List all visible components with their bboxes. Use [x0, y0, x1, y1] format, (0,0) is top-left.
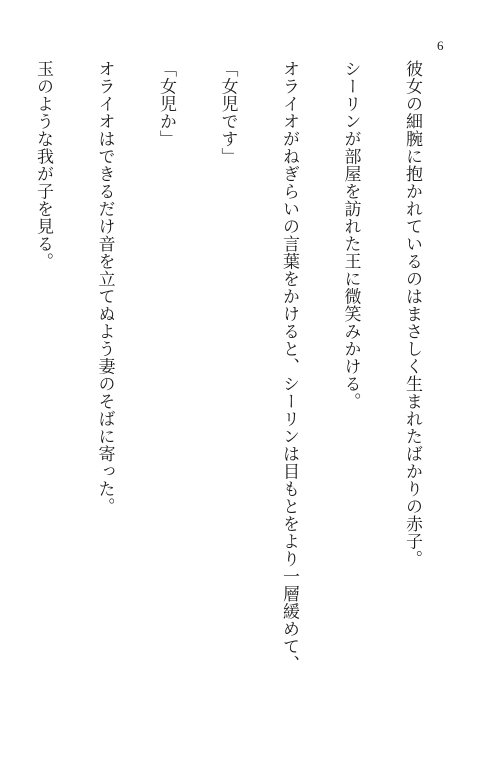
dialogue-line: 「女児か」	[156, 60, 176, 148]
page-number: 6	[437, 38, 444, 53]
body-text	[0, 60, 463, 673]
dialogue-line: 「女児です」	[217, 60, 238, 165]
text-line: オライオがねぎらいの言葉をかけると、シーリンは目もとをより一層緩めて、	[279, 60, 299, 673]
text-line: 彼女の細腕に抱かれているのはまさしく生まれたばかりの赤子。	[402, 60, 422, 568]
text-line: 玉のような我が子を見る。	[33, 60, 53, 270]
text-line: オライオはできるだけ音を立てぬよう妻のそばに寄った。	[94, 60, 115, 515]
text-line: シーリンが部屋を訪れた王に微笑みかける。	[340, 60, 361, 410]
